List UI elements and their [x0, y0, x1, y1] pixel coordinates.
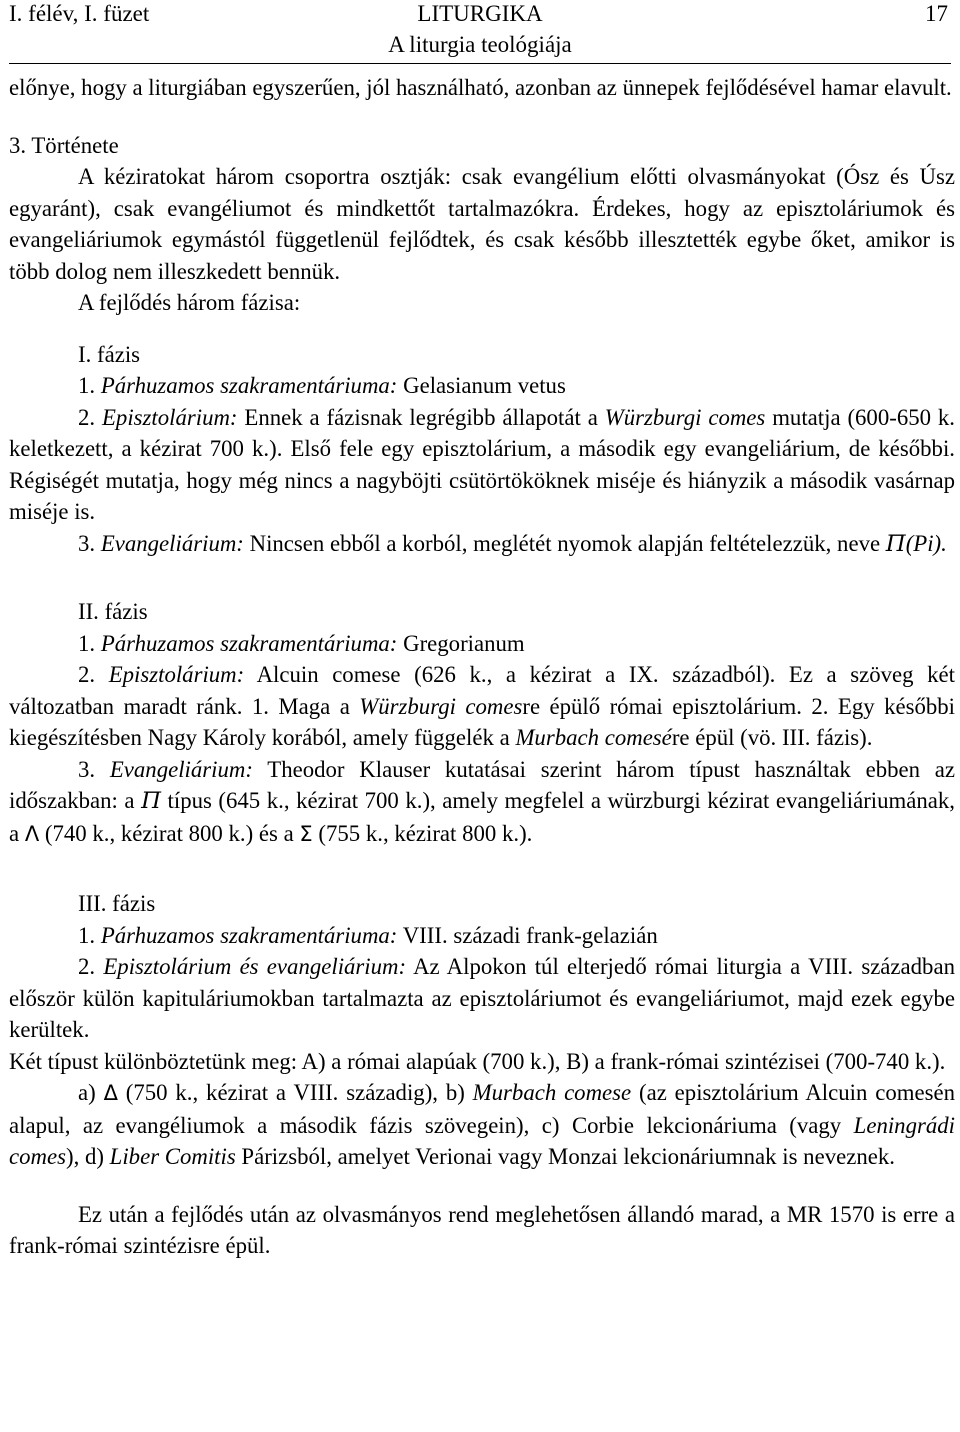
- item-number: 1.: [78, 373, 96, 398]
- item-label: Episztolárium:: [102, 404, 238, 430]
- item-text: Gelasianum vetus: [403, 373, 566, 398]
- item-text: re épülő római episztolárium. 2. Egy későbbi kiegészítésben Nagy Károly korából, amely függelék a: [9, 693, 956, 750]
- page-body: [9, 72, 955, 1262]
- item-label: Párhuzamos szakramentáriuma:: [100, 630, 398, 656]
- item-label: Evangeliárium:: [109, 756, 253, 782]
- phase2-item3: [9, 754, 955, 851]
- item-text: (750 k., kézirat a VIII. századig), b): [125, 1080, 465, 1105]
- spacer: [9, 560, 955, 596]
- item-text: (740 k., kézirat 800 k.) és a: [44, 820, 294, 846]
- greek-symbol: Λ: [24, 821, 40, 846]
- item-number: 2.: [78, 404, 96, 430]
- item-italic: (Pi).: [905, 530, 947, 556]
- header-subtitle: A liturgia teológiája: [388, 32, 572, 57]
- section-heading: 3. Története: [9, 132, 119, 158]
- item-number: 3.: [78, 756, 96, 782]
- item-text: Theodor Klauser kutatásai szerint három típust használtak ebben az időszakban: a: [9, 756, 955, 813]
- item-label: Episztolárium és evangeliárium:: [103, 954, 407, 979]
- item-text: típus (645 k., kézirat 700 k.), amely megfelel a würzburgi kézirat evangeliáriumának, a: [9, 788, 955, 846]
- item-number: 3.: [78, 530, 96, 556]
- phase3-types: Két típust különböztetünk meg: A) a római alapúak (700 k.), B) a frank-római szintézisei (700-740 k.).: [9, 1048, 946, 1074]
- item-italic: Murbach comese: [472, 1080, 632, 1105]
- paragraph-history: A kéziratokat három csoportra osztják: csak evangélium előtti olvasmányokat (Ósz és Úsz egyaránt), csak evangéliumot és mindkettőt tartalmazókra. Érdekes, hogy az episztoláriumok és evangeliáriumok egymástól függetlenül fejlődtek, és csak később illesztették egybe őket, amikor is több dolog nem illeszkedett bennük.: [9, 164, 955, 284]
- item-text: ), d): [65, 1144, 104, 1169]
- spacer: [9, 104, 955, 130]
- item-text: Gregorianum: [403, 630, 525, 656]
- greek-symbol: Π: [885, 530, 906, 557]
- spacer: [9, 1173, 955, 1199]
- item-italic: Leningrádi comes: [9, 1112, 955, 1169]
- phase2-title: II. fázis: [78, 599, 148, 624]
- item-text: Alcuin comese (626 k., a kézirat a IX. századból). Ez a szöveg két változatban maradt ránk. 1. Maga a: [9, 662, 955, 719]
- item-italic: Würzburgi comes: [604, 404, 766, 430]
- paragraph-intro: előnye, hogy a liturgiában egyszerűen, jól használható, azonban az ünnepek fejlődésével hamar elavult.: [9, 75, 952, 100]
- item-number: 1.: [78, 630, 96, 656]
- phase3-item1: [9, 920, 955, 952]
- item-text: (755 k., kézirat 800 k.).: [318, 820, 533, 846]
- item-text: VIII. századi frank-gelazián: [402, 922, 658, 948]
- page-number: 17: [925, 1, 948, 26]
- phase1-item3: [9, 528, 955, 561]
- item-text: mutatja (600-650 k. keletkezett, a kézirat 700 k.). Első fele egy episztolárium, a második egy evangeliárium, de későbbi. Régiségét mutatja, hogy még nincs a nagyböjti csütörtököknek miséje és hiányzik a második vasárnap miséje is.: [9, 404, 955, 524]
- spacer: [9, 850, 955, 888]
- item-label: Párhuzamos szakramentáriuma:: [100, 373, 398, 398]
- item-number: 1.: [78, 922, 96, 948]
- spacer: [9, 319, 955, 339]
- greek-symbol: Σ: [299, 821, 313, 846]
- page-header: [0, 0, 960, 60]
- list-marker: a): [78, 1080, 96, 1105]
- item-italic: Murbach comesé: [515, 725, 672, 750]
- item-label: Episztolárium:: [108, 662, 245, 687]
- item-text: Ennek a fázisnak legrégibb állapotát a: [244, 404, 598, 430]
- item-text: Párizsból, amelyet Verionai vagy Monzai lekcionáriumnak is neveznek.: [241, 1144, 895, 1169]
- phase3-item2: [9, 951, 955, 1046]
- item-text: re épül (vö. III. fázis).: [671, 725, 873, 750]
- greek-symbol: Π: [141, 788, 161, 814]
- item-label: Párhuzamos szakramentáriuma:: [100, 922, 398, 948]
- item-text: Nincsen ebből a korból, meglétét nyomok alapján feltételezzük, neve: [249, 530, 881, 556]
- item-text: (az episztolárium Alcuin comesén alapul, az evangéliumok a második fázis szövegein), c) Corbie lekcionáriuma (vagy: [9, 1080, 955, 1138]
- phase2-item1: [9, 628, 955, 660]
- phase3-list: [9, 1077, 955, 1173]
- item-italic: Würzburgi comes: [359, 693, 523, 719]
- greek-symbol: Δ: [103, 1081, 118, 1105]
- header-rule: [9, 63, 951, 64]
- phase3-title: III. fázis: [78, 891, 156, 916]
- phase2-item2: [9, 659, 955, 754]
- item-number: 2.: [78, 662, 96, 687]
- item-text: Az Alpokon túl elterjedő római liturgia a VIII. században először külön kapituláriumokban tartalmazta az episztoláriumot és evangeliáriumot, majd ezek egybe kerültek.: [9, 954, 955, 1042]
- item-italic: Liber Comitis: [109, 1144, 236, 1169]
- phase1-item2: [9, 402, 955, 528]
- header-left: I. félév, I. füzet: [9, 1, 150, 26]
- item-number: 2.: [78, 954, 96, 979]
- header-title: LITURGIKA: [417, 1, 543, 26]
- paragraph-final: Ez után a fejlődés után az olvasmányos rend meglehetősen állandó marad, a MR 1570 is erre a frank-római szintézisre épül.: [9, 1201, 955, 1258]
- item-label: Evangeliárium:: [100, 530, 244, 556]
- phase1-item1: [9, 370, 955, 402]
- phases-intro: A fejlődés három fázisa:: [78, 290, 301, 315]
- phase1-title: I. fázis: [78, 341, 141, 367]
